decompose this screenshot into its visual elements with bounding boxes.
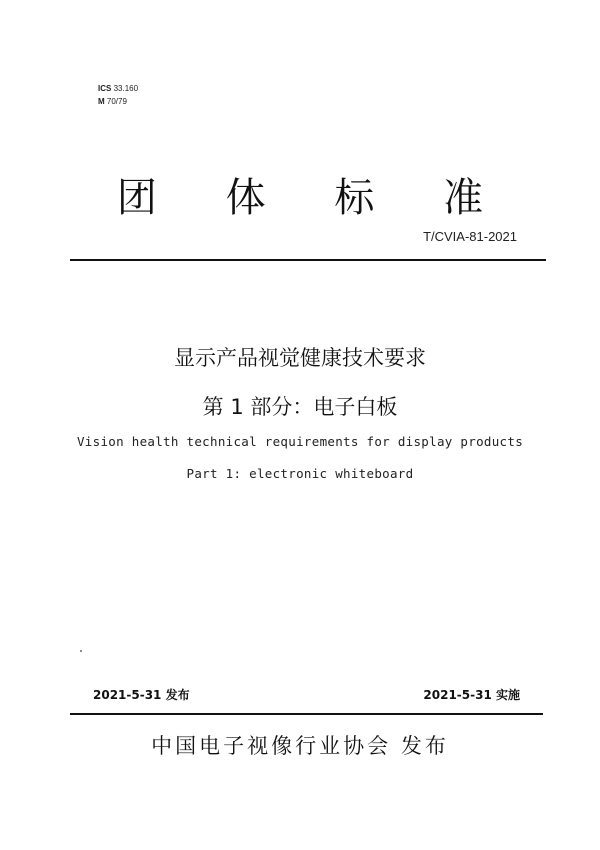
top-divider bbox=[70, 259, 546, 261]
publisher: 中国电子视像行业协会 发布 bbox=[151, 734, 449, 758]
title-chinese-main: 显示产品视觉健康技术要求 bbox=[174, 346, 426, 370]
issue-date: 2021-5-31 发布 bbox=[93, 688, 190, 702]
ics-code bbox=[98, 84, 138, 94]
title-english-main: Vision health technical requirements for display products bbox=[76, 434, 524, 449]
standard-type-heading: 团 体 标 准 bbox=[116, 175, 512, 221]
ccs-label: M bbox=[98, 97, 105, 106]
ics-label: ICS bbox=[98, 84, 112, 93]
title-chinese-part: 第 1 部分：电子白板 bbox=[202, 395, 398, 419]
stray-dot bbox=[80, 650, 82, 652]
ics-value: 33.160 bbox=[113, 84, 139, 93]
bottom-divider bbox=[70, 713, 543, 715]
title-english-part: Part 1: electronic whiteboard bbox=[186, 466, 414, 481]
standard-number: T/CVIA-81-2021 bbox=[423, 229, 517, 244]
ccs-code bbox=[98, 97, 127, 107]
ccs-value: 70/79 bbox=[106, 97, 127, 106]
implementation-date: 2021-5-31 实施 bbox=[423, 688, 520, 702]
